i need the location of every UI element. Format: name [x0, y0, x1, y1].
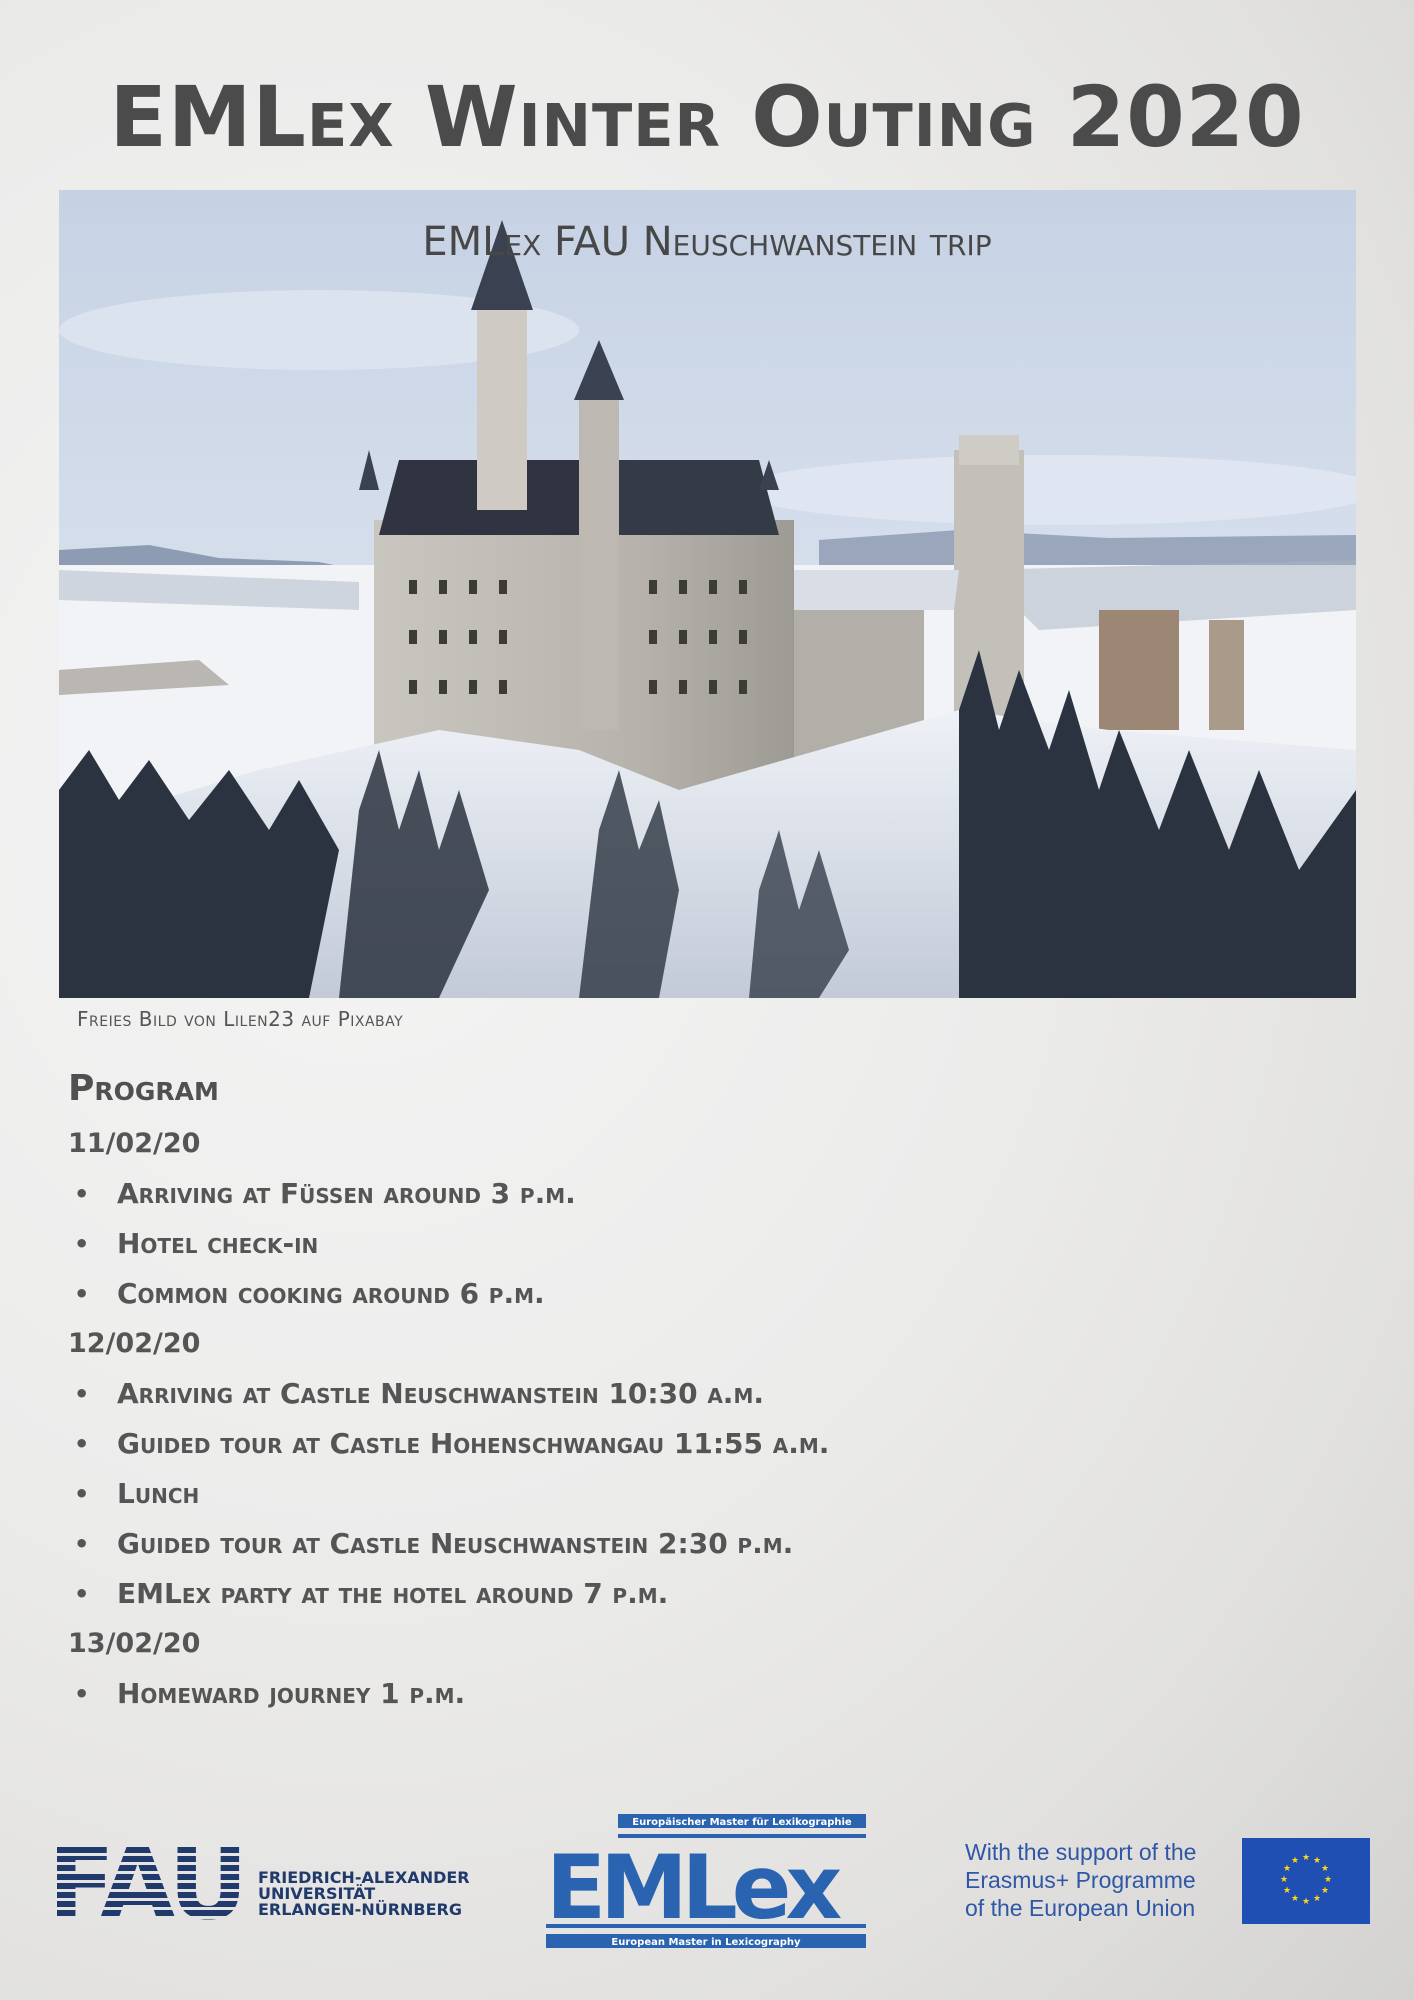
photo-caption: EMLex FAU Neuschwanstein trip	[422, 219, 992, 265]
erasmus-line: Erasmus+ Programme	[965, 1867, 1196, 1893]
photo-credit: Freies Bild von Lilen23 auf Pixabay	[77, 1007, 404, 1031]
svg-text:★: ★	[1282, 1886, 1292, 1896]
fau-name	[258, 1870, 470, 1918]
svg-text:★: ★	[1323, 1875, 1333, 1885]
svg-text:★: ★	[1290, 1856, 1300, 1866]
castle-photo	[59, 190, 1356, 998]
erasmus-line: With the support of the	[965, 1839, 1197, 1865]
emlex-logo-text: EMLex	[546, 1836, 837, 1939]
program-heading: Program	[68, 1068, 219, 1109]
svg-text:★: ★	[1320, 1886, 1330, 1896]
list-item: • Guided tour at Castle Neuschwanstein 2:30 p.m.	[68, 1519, 1018, 1569]
list-item: • Arriving at Castle Neuschwanstein 10:30 a.m.	[68, 1369, 1018, 1419]
fau-name-line: FRIEDRICH-ALEXANDER	[258, 1868, 470, 1887]
erasmus-support-text	[965, 1838, 1196, 1922]
list-item: • Hotel check-in	[68, 1219, 1018, 1269]
fau-name-line: UNIVERSITÄT	[258, 1884, 376, 1903]
eu-flag-icon	[1242, 1838, 1370, 1924]
list-item: • Common cooking around 6 p.m.	[68, 1269, 1018, 1319]
svg-text:★: ★	[1301, 1897, 1311, 1907]
fau-name-line: ERLANGEN-NÜRNBERG	[258, 1900, 462, 1919]
program-day	[68, 1319, 1018, 1619]
emlex-top-band: Europäischer Master für Lexikographie	[632, 1817, 852, 1828]
day-date: 12/02/20	[68, 1328, 201, 1359]
svg-text:★: ★	[1320, 1864, 1330, 1874]
list-item: • Guided tour at Castle Hohenschwangau 11:55 a.m.	[68, 1419, 1018, 1469]
list-item: • Homeward journey 1 p.m.	[68, 1669, 1018, 1719]
program-day	[68, 1619, 1018, 1719]
poster-title: EMLex Winter Outing 2020	[109, 68, 1305, 166]
program-section	[68, 1068, 1018, 1719]
svg-text:★: ★	[1279, 1875, 1289, 1885]
svg-text:★: ★	[1312, 1856, 1322, 1866]
list-item: • Lunch	[68, 1469, 1018, 1519]
erasmus-line: of the European Union	[965, 1895, 1196, 1921]
sponsor-footer	[0, 1808, 1414, 1958]
day-date: 13/02/20	[68, 1628, 201, 1659]
program-day	[68, 1119, 1018, 1319]
list-item: • EMLex party at the hotel around 7 p.m.	[68, 1569, 1018, 1619]
day-date: 11/02/20	[68, 1128, 201, 1159]
svg-text:★: ★	[1282, 1864, 1292, 1874]
castle-illustration	[59, 190, 1356, 998]
svg-text:★: ★	[1301, 1853, 1311, 1863]
svg-text:★: ★	[1290, 1894, 1300, 1904]
svg-text:★: ★	[1312, 1894, 1322, 1904]
fau-logo-text: FAU	[48, 1838, 245, 1928]
emlex-bottom-band: European Master in Lexicography	[611, 1937, 801, 1948]
emlex-logo	[546, 1810, 868, 1954]
list-item: • Arriving at Füssen around 3 p.m.	[68, 1169, 1018, 1219]
